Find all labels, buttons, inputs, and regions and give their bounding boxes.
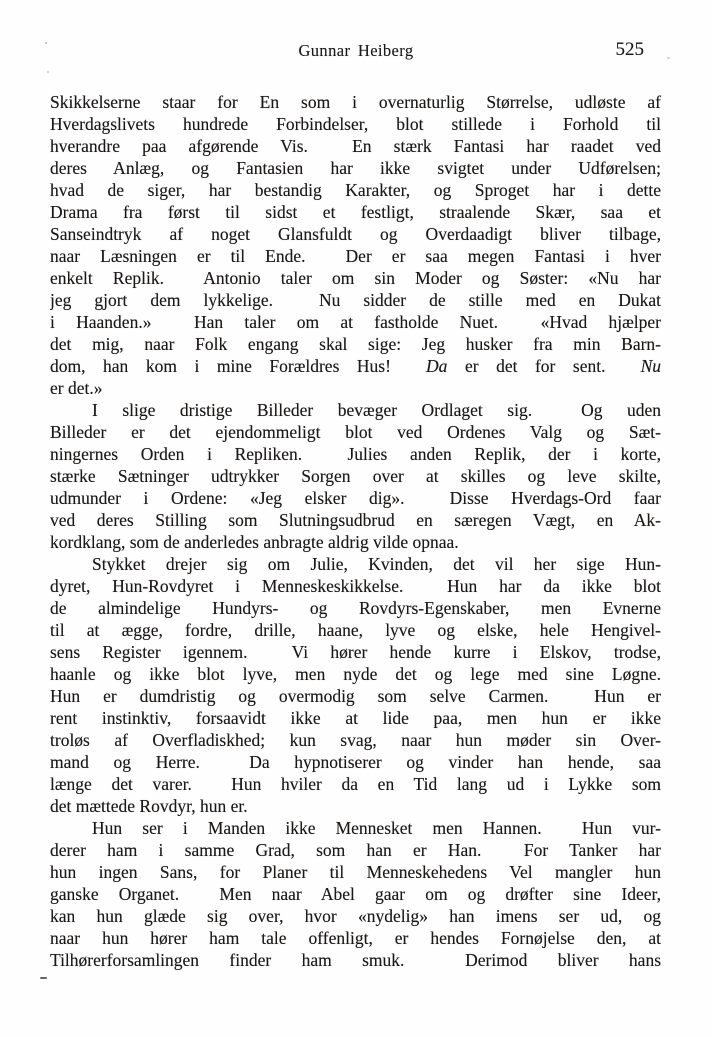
paragraph — [50, 553, 661, 817]
text-line: det mig, naar Folk engang skal sige: Jeg husker fra min Barn- — [50, 334, 661, 354]
text-line: kan hun glæde sig over, hvor «nydelig» han imens ser ud, og — [50, 906, 661, 926]
text-line: længe det varer. Hun hviler da en Tid lang ud i Lykke som — [50, 774, 661, 794]
text-line: er det.» — [50, 378, 103, 398]
text-line: sens Register igennem. Vi hører hende kurre i Elskov, trodse, — [50, 642, 661, 662]
text-line: hun ingen Sans, for Planer til Menneskehedens Vel mangler hun — [50, 862, 661, 882]
text-line: Billeder er det ejendommeligt blot ved Ordenes Valg og Sæt- — [50, 422, 661, 442]
running-title: Gunnar Heiberg — [298, 41, 414, 60]
text-line: hvad de siger, har bestandig Karakter, og Sproget har i dette — [50, 180, 661, 200]
paragraph — [50, 817, 661, 971]
text-line: ganske Organet. Men naar Abel gaar om og drøfter sine Ideer, — [50, 884, 661, 904]
text-line: mand og Herre. Da hypnotiserer og vinder han hende, saa — [50, 752, 661, 772]
text-line: derer ham i samme Grad, som han er Han. For Tanker har — [50, 840, 661, 860]
paragraph — [50, 399, 661, 553]
text-line: dyret, Hun-Rovdyret i Menneskeskikkelse. Hun har da ikke blot — [50, 576, 661, 596]
text-line: Drama fra først til sidst et festligt, straalende Skær, saa et — [50, 202, 661, 222]
text-line: I slige dristige Billeder bevæger Ordlaget sig. Og uden — [92, 400, 661, 420]
scan-speck — [667, 57, 670, 59]
text-line: Hun ser i Manden ikke Mennesket men Hannen. Hun vur- — [92, 818, 661, 838]
text-line: Hverdagslivets hundrede Forbindelser, blot stillede i Forhold til — [50, 114, 661, 134]
text-line: Stykket drejer sig om Julie, Kvinden, det vil her sige Hun- — [92, 554, 661, 574]
text-line: Skikkelserne staar for En som i overnaturlig Størrelse, udløste af — [50, 92, 661, 112]
paragraph — [50, 91, 661, 399]
text-line: det mættede Rovdyr, hun er. — [50, 796, 248, 816]
text-line: deres Anlæg, og Fantasien har ikke svigtet under Udførelsen; — [50, 158, 661, 178]
scan-speck — [40, 977, 47, 979]
text-line: udmunder i Ordene: «Jeg elsker dig». Disse Hverdags-Ord faar — [50, 488, 661, 508]
text-line: rent instinktiv, forsaavidt ikke at lide paa, men hun er ikke — [50, 708, 661, 728]
text-line: naar Læsningen er til Ende. Der er saa megen Fantasi i hver — [50, 246, 661, 266]
text-line: dom, han kom i mine Forældres Hus! Da er det for sent. Nu — [50, 356, 661, 376]
text-line: de almindelige Hundyrs- og Rovdyrs-Egenskaber, men Evnerne — [50, 598, 661, 618]
text-line: Tilhørerforsamlingen finder ham smuk. Derimod bliver hans — [50, 950, 661, 970]
text-line: ningernes Orden i Repliken. Julies anden Replik, der i korte, — [50, 444, 661, 464]
text-line: Sanseindtryk af noget Glansfuldt og Overdaadigt bliver tilbage, — [50, 224, 661, 244]
text-line: naar hun hører ham tale offenligt, er hendes Fornøjelse den, at — [50, 928, 661, 948]
scan-speck — [45, 42, 47, 44]
scan-speck — [47, 71, 49, 73]
page-number: 525 — [615, 39, 644, 60]
text-line: ved deres Stilling som Slutningsudbrud en særegen Vægt, en Ak- — [50, 510, 661, 530]
text-line: kordklang, som de anderledes anbragte aldrig vilde opnaa. — [50, 532, 459, 552]
text-line: troløs af Overfladiskhed; kun svag, naar hun møder sin Over- — [50, 730, 661, 750]
text-line: hverandre paa afgørende Vis. En stærk Fantasi har raadet ved — [50, 136, 661, 156]
text-line: i Haanden.» Han taler om at fastholde Nuet. «Hvad hjælper — [50, 312, 661, 332]
text-line: Hun er dumdristig og overmodig som selve Carmen. Hun er — [50, 686, 661, 706]
text-line: jeg gjort dem lykkelige. Nu sidder de stille med en Dukat — [50, 290, 661, 310]
running-header — [50, 41, 662, 65]
text-line: til at ægge, fordre, drille, haane, lyve og elske, hele Hengivel- — [50, 620, 661, 640]
text-block — [50, 91, 661, 971]
text-line: stærke Sætninger udtrykker Sorgen over at skilles og leve skilte, — [50, 466, 661, 486]
text-line: enkelt Replik. Antonio taler om sin Moder og Søster: «Nu har — [50, 268, 661, 288]
text-line: haanle og ikke blot lyve, men nyde det og lege med sine Løgne. — [50, 664, 661, 684]
